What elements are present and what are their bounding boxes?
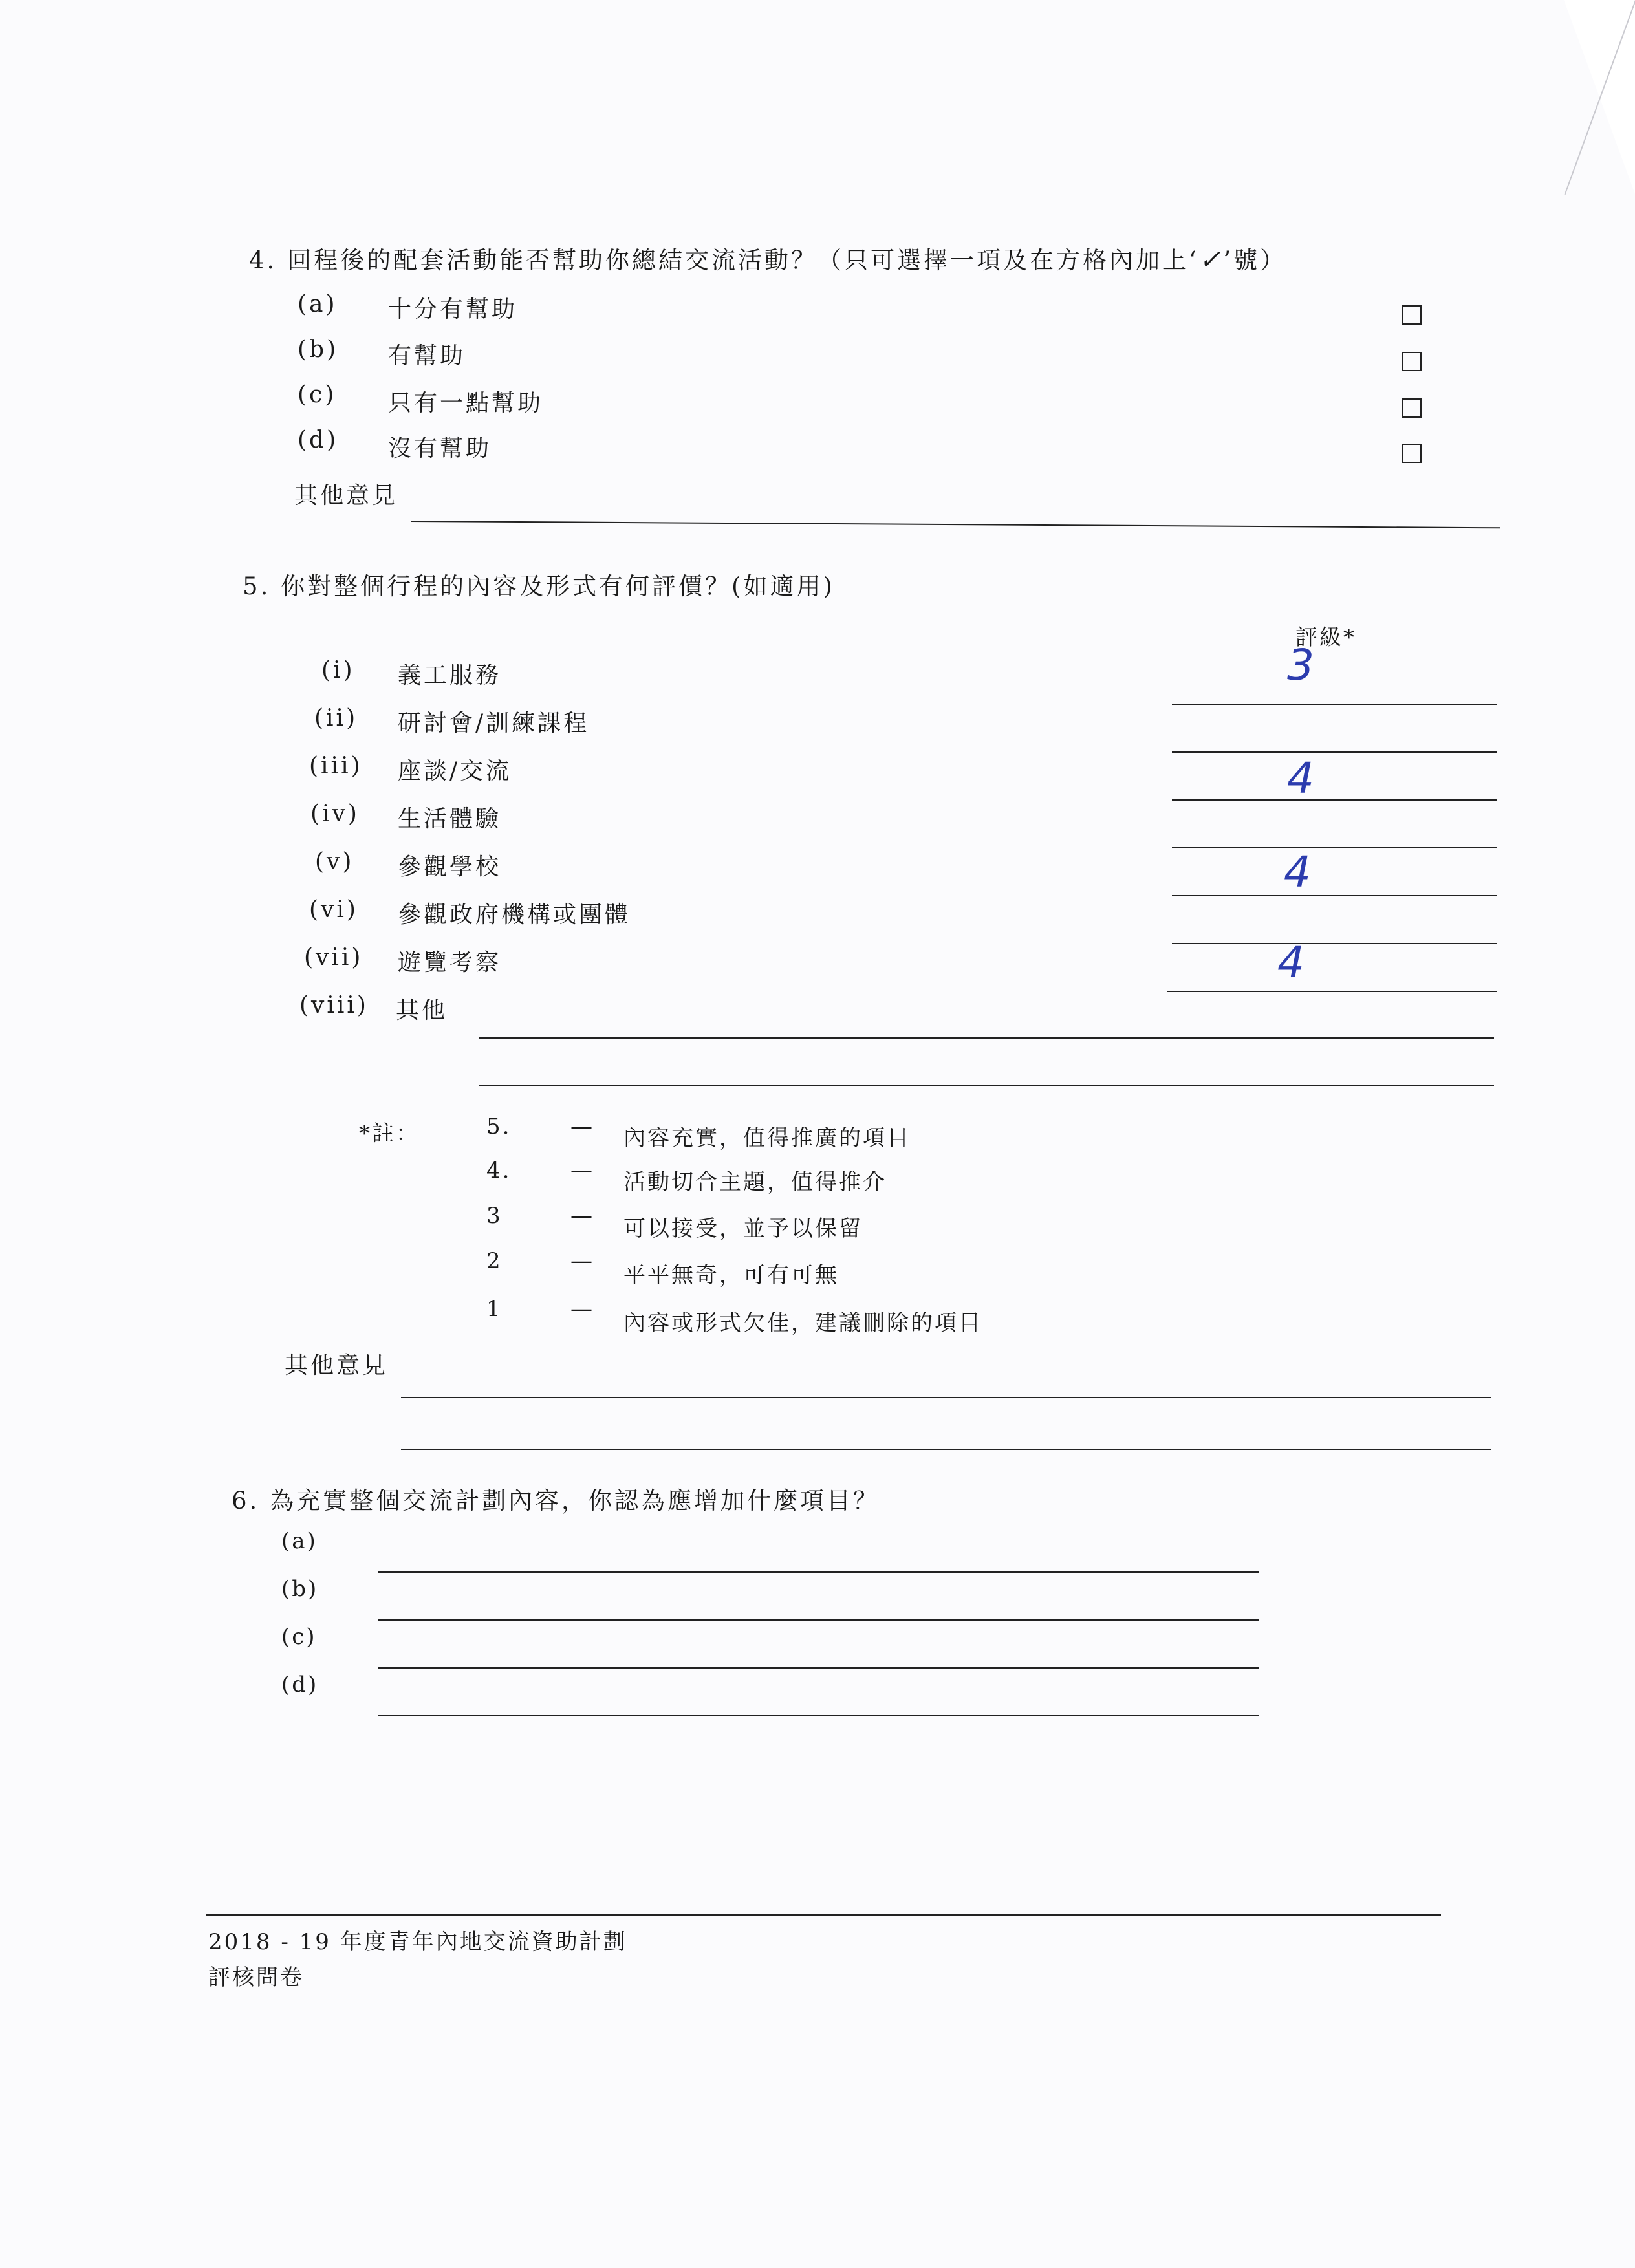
q4-option-text-c: 只有一點幫助: [388, 390, 544, 416]
q5-item-text: 參觀政府機構或團體: [398, 902, 631, 928]
q6-option-label: (d): [281, 1672, 319, 1698]
q5-rating-value: 4: [1284, 847, 1311, 897]
q4-option-text-a: 十分有幫助: [388, 296, 518, 323]
q5-scale-number: 1: [486, 1296, 503, 1322]
q6-option-label: (a): [281, 1528, 318, 1554]
q6-answer-line[interactable]: [378, 1667, 1259, 1669]
q4-checkbox-c[interactable]: [1402, 398, 1422, 418]
q5-scale-text: 內容或形式欠佳，建議刪除的項目: [623, 1310, 982, 1336]
q5-prompt: 5. 你對整個行程的內容及形式有何評價？(如適用): [243, 572, 835, 600]
q5-rating-line[interactable]: [1172, 847, 1497, 848]
q5-scale-text: 可以接受，並予以保留: [623, 1216, 863, 1242]
q5-item-label: (iii): [309, 753, 363, 779]
q5-other-label: 其他意見: [285, 1352, 389, 1379]
tick-mark-icon: ✓: [1198, 245, 1224, 275]
q5-scale-text: 平平無奇，可有可無: [623, 1262, 839, 1288]
q5-other-line[interactable]: [479, 1085, 1494, 1086]
q6-option-label: (c): [281, 1624, 317, 1650]
q5-item-label: (iv): [310, 801, 360, 827]
q5-rating-line[interactable]: [1172, 751, 1497, 753]
q5-scale-text: 活動切合主題，值得推介: [623, 1169, 887, 1195]
q5-item-text: 研討會/訓練課程: [398, 710, 590, 737]
q5-rating-header: 評級*: [1295, 625, 1356, 651]
q5-rating-line[interactable]: [1172, 704, 1497, 705]
q5-item-label: (i): [321, 657, 355, 684]
q5-rating-line[interactable]: [1167, 991, 1497, 992]
q5-scale-number: 5.: [486, 1114, 512, 1139]
q5-item-label: (v): [315, 848, 354, 875]
q5-item-text: 其他: [396, 997, 448, 1024]
q5-scale-number: 3: [486, 1203, 503, 1229]
q5-scale-dash: —: [570, 1296, 594, 1322]
q4-option-text-d: 沒有幫助: [388, 435, 492, 462]
q4-option-label-d: (d): [298, 427, 339, 453]
q5-other-line[interactable]: [401, 1397, 1491, 1398]
q5-scale-number: 4.: [486, 1158, 512, 1183]
q6-option-label: (b): [281, 1576, 319, 1602]
q5-item-label: (viii): [299, 992, 369, 1019]
q4-prompt: 4. 回程後的配套活動能否幫助你總結交流活動？（只可選擇一項及在方格內加上‘✓’號）: [249, 245, 1287, 275]
q6-prompt: 6. 為充實整個交流計劃內容，你認為應增加什麼項目？: [232, 1487, 880, 1515]
q5-item-text: 義工服務: [398, 662, 502, 689]
q5-rating-line[interactable]: [1172, 943, 1497, 944]
q5-other-line[interactable]: [479, 1037, 1494, 1039]
q4-option-label-b: (b): [298, 336, 339, 363]
q5-rating-value: 4: [1277, 938, 1305, 988]
q5-rating-value: 3: [1287, 640, 1314, 690]
q5-scale-dash: —: [570, 1114, 594, 1139]
q6-answer-line[interactable]: [378, 1571, 1259, 1573]
q5-rating-line[interactable]: [1172, 799, 1497, 801]
q5-item-text: 遊覽考察: [398, 949, 502, 976]
q5-scale-dash: —: [570, 1203, 594, 1229]
q5-item-label: (vii): [304, 944, 363, 971]
q4-option-label-c: (c): [298, 382, 337, 408]
q5-scale-dash: —: [570, 1158, 594, 1183]
q4-checkbox-a[interactable]: [1402, 305, 1422, 325]
q5-scale-dash: —: [570, 1248, 594, 1274]
q4-other-label: 其他意見: [294, 482, 398, 509]
q5-note-label: *註：: [359, 1121, 420, 1147]
q5-item-text: 參觀學校: [398, 854, 502, 880]
q5-rating-value: 4: [1287, 753, 1314, 803]
q4-checkbox-d[interactable]: [1402, 444, 1422, 463]
footer-rule: [206, 1914, 1441, 1916]
q5-item-text: 座談/交流: [398, 758, 512, 784]
q5-item-text: 生活體驗: [398, 806, 502, 832]
q5-rating-line[interactable]: [1172, 895, 1497, 896]
q4-checkbox-b[interactable]: [1402, 352, 1422, 371]
q6-answer-line[interactable]: [378, 1619, 1259, 1621]
footer-subtitle: 評核問卷: [208, 1965, 304, 1991]
footer-title: 2018 - 19 年度青年內地交流資助計劃: [208, 1929, 627, 1955]
q5-other-line[interactable]: [401, 1449, 1491, 1450]
q5-item-label: (ii): [314, 705, 358, 731]
q4-other-line[interactable]: [411, 521, 1500, 528]
q5-item-label: (vi): [309, 896, 358, 923]
q6-answer-line[interactable]: [378, 1715, 1259, 1716]
q5-scale-text: 內容充實，值得推廣的項目: [623, 1125, 911, 1151]
q5-scale-number: 2: [486, 1248, 503, 1274]
q4-option-label-a: (a): [298, 291, 338, 318]
q4-option-text-b: 有幫助: [388, 343, 466, 369]
